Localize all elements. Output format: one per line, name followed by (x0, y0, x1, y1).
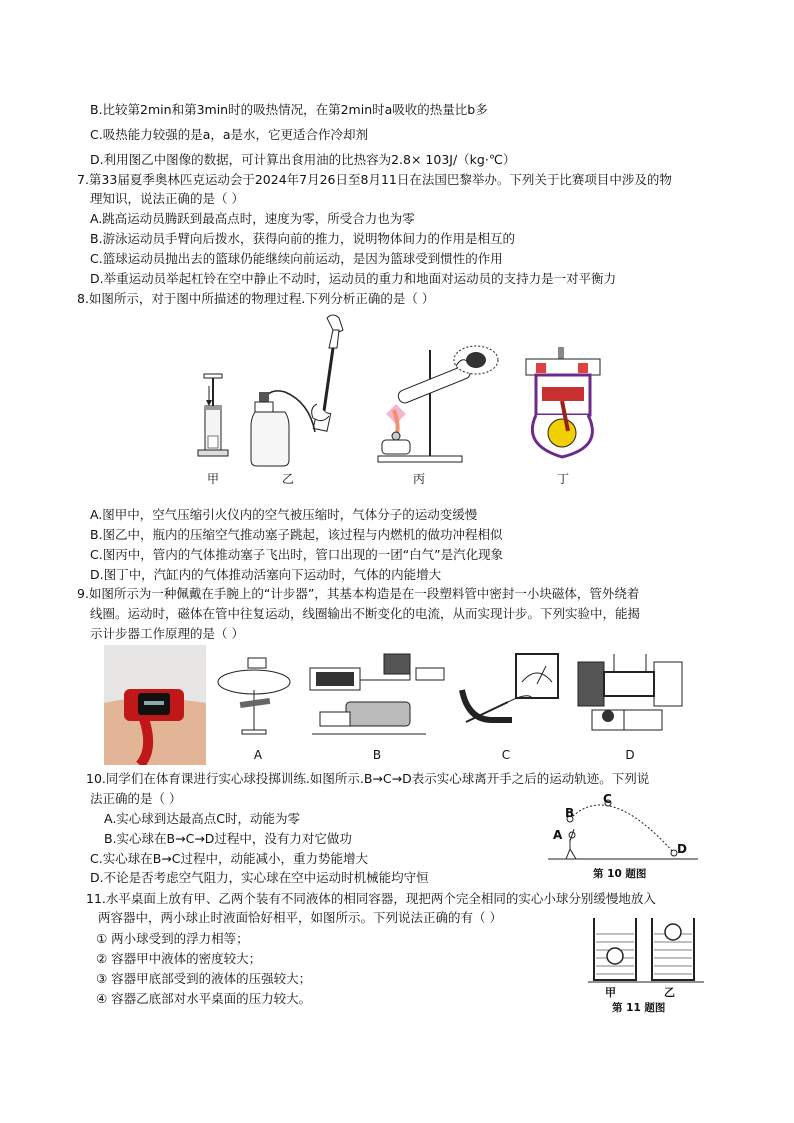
q6-option-d: D.利用图乙中图像的数据，可计算出食用油的比热容为2.8× 103J/（kg·℃） (90, 152, 516, 167)
q10-option-a: A.实心球到达最高点C时，动能为零 (104, 811, 301, 826)
q7-stem-line2: 理知识，说法正确的是（ ） (90, 191, 244, 206)
q8-option-b: B.图乙中，瓶内的压缩空气推动塞子跳起，该过程与内燃机的做功冲程相似 (90, 527, 503, 542)
q7-option-b: B.游泳运动员手臂向后拨水，获得向前的推力，说明物体间力的作用是相互的 (90, 231, 516, 246)
q9-stem-line2: 线圈。运动时，磁体在管中往复运动，线圈输出不断变化的电流，从而实现计步。下列实验中，能揭 (90, 606, 641, 621)
q9-caption-d: D (625, 748, 635, 762)
experiment-d-figure (574, 650, 686, 740)
q6-option-c: C.吸热能力较强的是a，a是水，它更适合作冷却剂 (90, 127, 369, 142)
q7-option-d: D.举重运动员举起杠铃在空中静止不动时，运动员的重力和地面对运动员的支持力是一对平衡力 (90, 271, 617, 286)
q9-stem-line3: 示计步器工作原理的是（ ） (90, 626, 244, 641)
q11-item-4: ④ 容器乙底部对水平桌面的压力较大。 (96, 991, 312, 1006)
experiment-c-figure (458, 650, 562, 740)
q11-item-2: ② 容器甲中液体的密度较大； (96, 951, 262, 966)
q11-fig-label-jia: 甲 (605, 986, 616, 999)
q8-caption-ding: 丁 (556, 472, 569, 486)
q8-option-a: A.图甲中，空气压缩引火仪内的空气被压缩时，气体分子的运动变缓慢 (90, 507, 478, 522)
test-tube-figure (372, 338, 532, 466)
q9-caption-b: B (372, 748, 382, 762)
experiment-a-figure (214, 650, 300, 740)
q10-fig-label-c: C (603, 792, 612, 806)
q11-item-3: ③ 容器甲底部受到的液体的压强较大； (96, 971, 312, 986)
q10-fig-label-b: B (565, 806, 575, 820)
q11-fig-label-yi: 乙 (664, 986, 675, 999)
q10-fig-label-d: D (677, 842, 687, 856)
engine-cylinder-figure (520, 345, 606, 463)
q11-figure-caption: 第 11 题图 (612, 1002, 666, 1014)
two-containers-figure (588, 914, 704, 986)
q10-stem-line2: 法正确的是（ ） (90, 791, 182, 806)
experiment-b-figure (306, 650, 448, 742)
q10-fig-label-a: A (553, 828, 563, 842)
q10-option-c: C.实心球在B→C过程中，动能减小，重力势能增大 (90, 851, 368, 866)
q10-option-b: B.实心球在B→C→D过程中，没有力对它做功 (104, 831, 352, 846)
q8-caption-yi: 乙 (281, 472, 294, 486)
pedometer-wrist-photo (104, 645, 206, 765)
q9-caption-a: A (253, 748, 263, 762)
q10-stem-line1: 10.同学们在体育课进行实心球投掷训练.如图所示.B→C→D表示实心球离开手之后的运动轨迹。下列说 (86, 771, 650, 786)
q11-stem-line1: 11.水平桌面上放有甲、乙两个装有不同液体的相同容器，现把两个完全相同的实心小球分别缓慢地放入 (86, 891, 656, 906)
q6-option-b: B.比较第2min和第3min时的吸热情况，在第2min时a吸收的热量比b多 (90, 102, 488, 117)
q10-figure-caption: 第 10 题图 (593, 868, 647, 880)
q8-option-d: D.图丁中，汽缸内的气体推动活塞向下运动时，气体的内能增大 (90, 567, 442, 582)
q7-option-c: C.篮球运动员抛出去的篮球仍能继续向前运动，是因为篮球受到惯性的作用 (90, 251, 503, 266)
q11-item-1: ① 两小球受到的浮力相等； (96, 931, 249, 946)
q9-caption-c: C (501, 748, 511, 762)
q8-caption-jia: 甲 (206, 472, 219, 486)
bottle-pump-figure (245, 312, 365, 468)
q7-stem-line1: 7.第33届夏季奥林匹克运动会于2024年7月26日至8月11日在法国巴黎举办。下列关于比赛项目中涉及的物 (77, 172, 672, 187)
q10-option-d: D.不论是否考虑空气阻力，实心球在空中运动时机械能均守恒 (90, 870, 429, 885)
q11-stem-line2: 两容器中，两小球止时液面恰好相平，如图所示。下列说法正确的有（ ） (98, 910, 502, 925)
fire-syringe-figure (195, 372, 231, 464)
q8-stem: 8.如图所示，对于图中所描述的物理过程.下列分析正确的是（ ） (77, 291, 435, 306)
q8-caption-bing: 丙 (412, 472, 425, 486)
q7-option-a: A.跳高运动员腾跃到最高点时，速度为零，所受合力也为零 (90, 211, 415, 226)
q8-option-c: C.图丙中，管内的气体推动塞子飞出时，管口出现的一团“白气”是汽化现象 (90, 547, 504, 562)
q9-stem-line1: 9.如图所示为一种佩戴在手腕上的“计步器”，其基本构造是在一段塑料管中密封一小块磁体，管外绕着 (77, 586, 640, 601)
